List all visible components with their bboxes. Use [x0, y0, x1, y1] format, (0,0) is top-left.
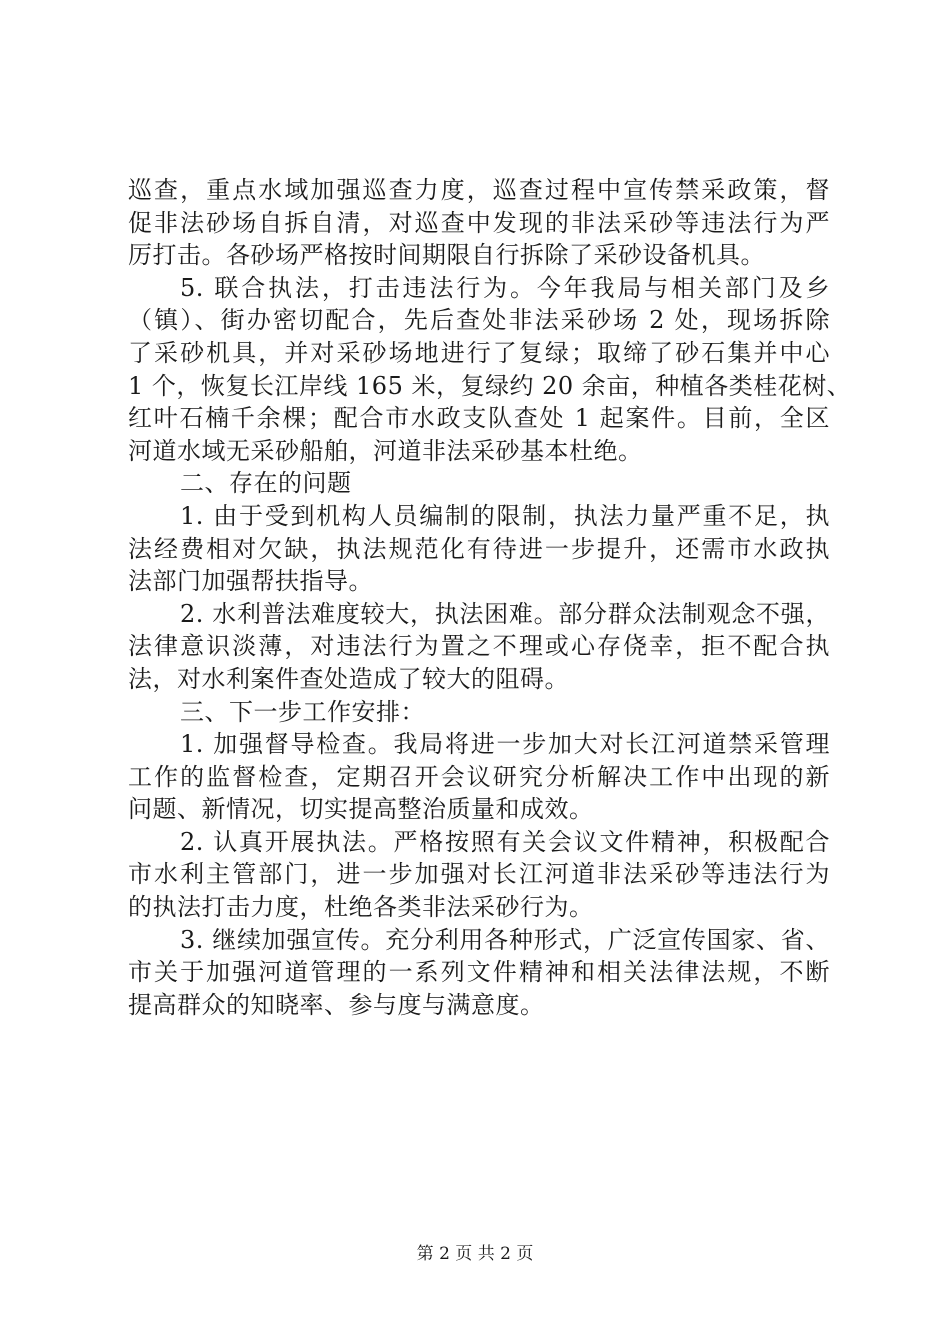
page-number-label: 第 2 页 共 2 页 — [416, 1244, 534, 1264]
text-line: 法部门加强帮扶指导。 — [128, 567, 373, 596]
page-footer — [0, 1243, 950, 1265]
text-line: 2. 认真开展执法。严格按照有关会议文件精神，积极配合 — [180, 827, 830, 856]
text-line: 问题、新情况，切实提高整治质量和成效。 — [128, 795, 594, 824]
text-line: 巡查，重点水域加强巡查力度，巡查过程中宣传禁采政策，督 — [128, 176, 830, 204]
text-line: 1. 由于受到机构人员编制的限制，执法力量严重不足，执 — [180, 501, 830, 530]
text-line: 法律意识淡薄，对违法行为置之不理或心存侥幸，拒不配合执 — [128, 632, 830, 661]
text-line: 的执法打击力度，杜绝各类非法采砂行为。 — [128, 893, 594, 922]
text-line: 促非法砂场自拆自清，对巡查中发现的非法采砂等违法行为严 — [128, 208, 830, 237]
text-line: 工作的监督检查，定期召开会议研究分析解决工作中出现的新 — [128, 762, 830, 791]
text-line: 1 个，恢复长江岸线 165 米，复绿约 20 余亩，种植各类桂花树、 — [128, 371, 852, 400]
text-line: 三、下一步工作安排： — [180, 697, 425, 726]
text-line: 了采砂机具，并对采砂场地进行了复绿；取缔了砂石集并中心 — [128, 338, 830, 367]
text-line: 厉打击。各砂场严格按时间期限自行拆除了采砂设备机具。 — [128, 241, 765, 270]
text-line: 市水利主管部门，进一步加强对长江河道非法采砂等违法行为 — [128, 860, 830, 889]
text-line: （镇）、街办密切配合，先后查处非法采砂场 2 处，现场拆除 — [128, 306, 830, 335]
text-line: 法，对水利案件查处造成了较大的阻碍。 — [128, 664, 569, 693]
text-line: 二、存在的问题 — [180, 469, 352, 498]
text-line: 1. 加强督导检查。我局将进一步加大对长江河道禁采管理 — [180, 730, 830, 759]
text-line: 5. 联合执法，打击违法行为。今年我局与相关部门及乡 — [180, 273, 830, 302]
text-line: 法经费相对欠缺，执法规范化有待进一步提升，还需市水政执 — [128, 534, 830, 563]
text-line: 提高群众的知晓率、参与度与满意度。 — [128, 990, 545, 1019]
text-line: 市关于加强河道管理的一系列文件精神和相关法律法规，不断 — [128, 958, 830, 987]
document-body — [128, 174, 852, 1021]
text-line: 2. 水利普法难度较大，执法困难。部分群众法制观念不强， — [180, 599, 830, 628]
text-line: 河道水域无采砂船舶，河道非法采砂基本杜绝。 — [128, 436, 643, 465]
text-line: 红叶石楠千余棵；配合市水政支队查处 1 起案件。目前，全区 — [128, 404, 830, 433]
text-line: 3. 继续加强宣传。充分利用各种形式，广泛宣传国家、省、 — [180, 925, 830, 954]
